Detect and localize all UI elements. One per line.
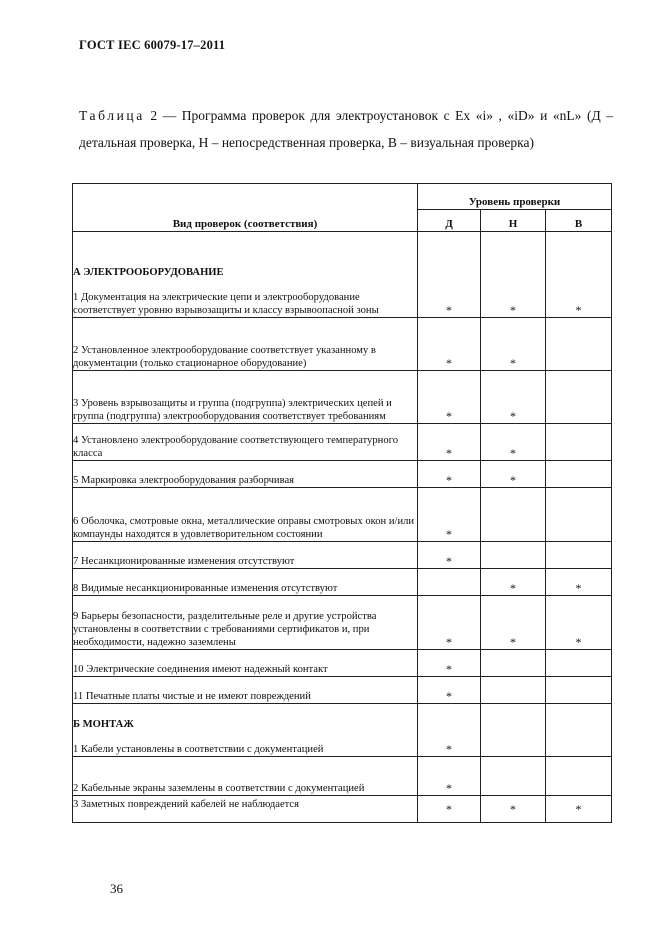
- row-text: 1 Кабели установлены в соответствии с документацией: [73, 744, 324, 755]
- row-description: 7 Несанкционированные изменения отсутствуют: [73, 542, 418, 569]
- row-description: 2 Кабельные экраны заземлены в соответствии с документацией: [73, 757, 418, 796]
- row-description: 8 Видимые несанкционированные изменения отсутствуют: [73, 569, 418, 596]
- mark-direct: [481, 488, 546, 542]
- row-description: 6 Оболочка, смотровые окна, металлические оправы смотровых окон и/или компаунды находятся в удовлетворительном состоянии: [73, 488, 418, 542]
- mark-direct: *: [481, 371, 546, 424]
- table-caption: [79, 102, 613, 156]
- mark-detailed: *: [418, 796, 481, 823]
- mark-visual: [546, 757, 612, 796]
- mark-direct: *: [481, 569, 546, 596]
- mark-visual: [546, 461, 612, 488]
- row-description: 3 Уровень взрывозащиты и группа (подгруппа) электрических цепей и группа (подгруппа) электрооборудования соответствует требованиям: [73, 371, 418, 424]
- mark-visual: [546, 371, 612, 424]
- row-description: 5 Маркировка электрооборудования разборчивая: [73, 461, 418, 488]
- mark-visual: [546, 704, 612, 757]
- mark-detailed: *: [418, 677, 481, 704]
- mark-detailed: *: [418, 461, 481, 488]
- caption-dash: —: [162, 108, 177, 123]
- table-row: [73, 488, 612, 542]
- mark-direct: *: [481, 596, 546, 650]
- mark-detailed: *: [418, 596, 481, 650]
- mark-visual: *: [546, 569, 612, 596]
- row-description: 9 Барьеры безопасности, разделительные реле и другие устройства установлены в соответствии с требованиями сертификатов и, при необходимости, надежно заземлены: [73, 596, 418, 650]
- mark-detailed: *: [418, 232, 481, 318]
- caption-text: Программа проверок для электроустановок с Ex «i» , «iD» и «nL» (Д – детальная проверка, Н – непосредственная проверка, В – визуальная проверка): [79, 108, 613, 150]
- section-title: Б МОНТАЖ: [73, 719, 134, 730]
- row-description: 2 Установленное электрооборудование соответствует указанному в документации (только стационарное оборудование): [73, 318, 418, 371]
- mark-visual: [546, 650, 612, 677]
- table-row: [73, 796, 612, 823]
- mark-detailed: *: [418, 318, 481, 371]
- mark-visual: *: [546, 596, 612, 650]
- row-description: [73, 704, 418, 757]
- mark-visual: [546, 318, 612, 371]
- mark-detailed: [418, 569, 481, 596]
- table-row: [73, 318, 612, 371]
- row-description: 4 Установлено электрооборудование соответствующего температурного класса: [73, 424, 418, 461]
- mark-detailed: *: [418, 424, 481, 461]
- row-text: 1 Документация на электрические цепи и электрооборудование соответствует уровню взрывозащиты и классу взрывоопасной зоны: [73, 292, 379, 316]
- mark-detailed: *: [418, 371, 481, 424]
- mark-visual: [546, 542, 612, 569]
- mark-direct: *: [481, 461, 546, 488]
- table-row: [73, 650, 612, 677]
- column-header-detailed: Д: [418, 210, 481, 232]
- column-header-direct: Н: [481, 210, 546, 232]
- document-header: ГОСТ IEC 60079-17–2011: [79, 38, 226, 52]
- table-row: [73, 461, 612, 488]
- column-header-visual: В: [546, 210, 612, 232]
- mark-direct: *: [481, 318, 546, 371]
- mark-direct: *: [481, 424, 546, 461]
- table-row: [73, 757, 612, 796]
- mark-visual: [546, 488, 612, 542]
- mark-direct: [481, 650, 546, 677]
- column-header-check-type: Вид проверок (соответствия): [73, 184, 418, 232]
- mark-visual: *: [546, 796, 612, 823]
- row-description: [73, 232, 418, 318]
- mark-visual: [546, 677, 612, 704]
- mark-visual: *: [546, 232, 612, 318]
- row-description: 3 Заметных повреждений кабелей не наблюдается: [73, 796, 418, 823]
- mark-detailed: *: [418, 704, 481, 757]
- page-number: 36: [110, 881, 123, 896]
- table-row: [73, 569, 612, 596]
- row-description: 10 Электрические соединения имеют надежный контакт: [73, 650, 418, 677]
- mark-direct: *: [481, 796, 546, 823]
- inspection-table: [72, 183, 612, 823]
- table-row: [73, 371, 612, 424]
- table-row: [73, 542, 612, 569]
- table-row: [73, 677, 612, 704]
- table-row: [73, 596, 612, 650]
- table-row: [73, 424, 612, 461]
- mark-visual: [546, 424, 612, 461]
- mark-direct: [481, 677, 546, 704]
- table-row: [73, 704, 612, 757]
- mark-direct: [481, 542, 546, 569]
- mark-detailed: *: [418, 542, 481, 569]
- column-header-level: Уровень проверки: [418, 184, 612, 210]
- section-title: А ЭЛЕКТРООБОРУДОВАНИЕ: [73, 267, 224, 278]
- mark-detailed: *: [418, 488, 481, 542]
- row-description: 11 Печатные платы чистые и не имеют повреждений: [73, 677, 418, 704]
- mark-detailed: *: [418, 757, 481, 796]
- caption-label: Таблица: [79, 108, 145, 123]
- caption-number: 2: [150, 108, 158, 123]
- mark-direct: *: [481, 232, 546, 318]
- mark-direct: [481, 704, 546, 757]
- table-row: [73, 232, 612, 318]
- mark-direct: [481, 757, 546, 796]
- mark-detailed: *: [418, 650, 481, 677]
